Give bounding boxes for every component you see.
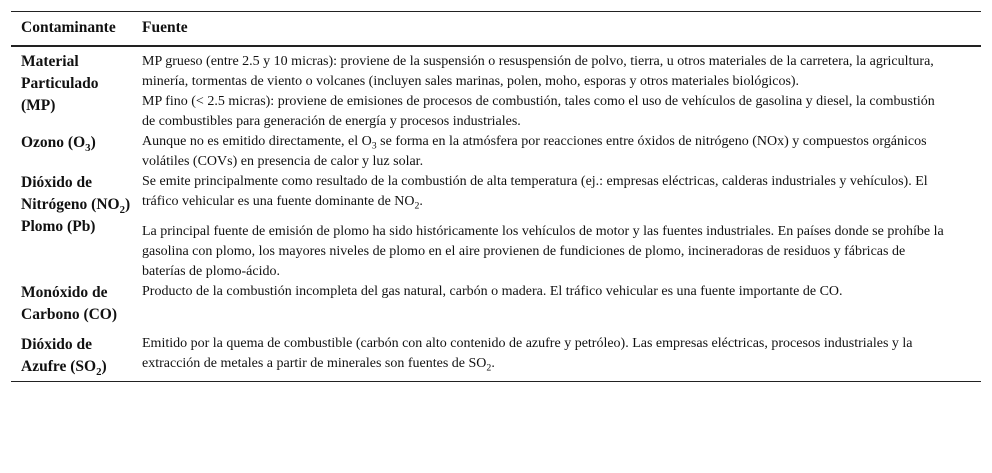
description-text: La principal fuente de emisión de plomo ha sido históricamente los vehículos de motor y las fuentes industriales. En países donde se prohíbe la gasolina con plomo, los mayores niveles de plomo en el aire provienen de fundiciones de plomo, incineradoras de residuos y fábricas de baterías de plomo-ácido.: [142, 224, 944, 279]
source-description: [132, 172, 981, 216]
fine-pm-text: MP fino (< 2.5 micras): proviene de emisiones de procesos de combustión, tales como el uso de vehículos de gasolina y diesel, la combustión de combustibles para generación de energía y procesos industriales.: [142, 94, 935, 129]
name-prefix: Dióxido de Azufre (SO: [21, 336, 97, 375]
table-row: [11, 216, 981, 282]
table-row: [11, 282, 981, 326]
name-prefix: Ozono (O: [21, 134, 86, 151]
pollutant-name-text: Material Particulado (MP): [21, 53, 99, 114]
table-header: [11, 12, 981, 47]
name-prefix: Dióxido de Nitrógeno (NO: [21, 174, 120, 213]
source-description: [132, 282, 981, 326]
name-suffix: ): [125, 196, 131, 213]
pollutants-table: [11, 11, 981, 382]
header-row: [11, 12, 981, 47]
coarse-pm-text: MP grueso (entre 2.5 y 10 micras): proviene de la suspensión o resuspensión de polvo, tierra, u otros materiales de la carretera, la agricultura, minería, tormentas de viento o volcanes (incluyen sales marinas, polen, moho, esporas y otros materiales biológicos).: [142, 54, 934, 89]
name-subscript: 2: [119, 203, 125, 216]
pollutant-name: [11, 282, 132, 326]
source-description: [132, 46, 981, 132]
desc-part-b: .: [419, 194, 423, 209]
desc-part-b: se forma en la atmósfera por reacciones entre óxidos de nitrógeno (NOx) y compuestos orgánicos volátiles (COVs) en presencia de calor y luz solar.: [142, 134, 927, 169]
pollutant-name: [11, 132, 132, 172]
description-text: Producto de la combustión incompleta del gas natural, carbón o madera. El tráfico vehicular es una fuente importante de CO.: [142, 284, 843, 299]
name-suffix: ): [101, 358, 107, 375]
table-row: [11, 132, 981, 172]
pollutant-name: [11, 216, 132, 282]
desc-part-b: .: [491, 356, 495, 371]
table-row: [11, 46, 981, 132]
header-fuente: Fuente: [132, 12, 981, 47]
desc-subscript: 2: [486, 362, 492, 374]
table-body: [11, 46, 981, 382]
desc-part-a: Emitido por la quema de combustible (carbón con alto contenido de azufre y petróleo). Las empresas eléctricas, procesos industriales y la extracción de metales a partir de minerales son fuentes de SO: [142, 336, 913, 371]
pollutant-name-text: Monóxido de Carbono (CO): [21, 284, 118, 323]
source-description: [132, 326, 981, 382]
pollutant-name-text: Plomo (Pb): [21, 218, 96, 235]
desc-subscript: 3: [371, 140, 377, 152]
name-subscript: 3: [85, 141, 91, 154]
table-row: [11, 172, 981, 216]
name-suffix: ): [90, 134, 96, 151]
desc-part-a: Aunque no es emitido directamente, el O: [142, 134, 372, 149]
pollutant-name: [11, 326, 132, 382]
source-description: [132, 216, 981, 282]
pollutant-name: [11, 172, 132, 216]
desc-subscript: 2: [414, 200, 420, 212]
desc-part-a: Se emite principalmente como resultado de la combustión de alta temperatura (ej.: empresas eléctricas, calderas industriales y vehículos). El tráfico vehicular es una fuente dominante de NO: [142, 174, 928, 209]
name-subscript: 2: [96, 365, 102, 378]
source-description: [132, 132, 981, 172]
header-contaminante: Contaminante: [11, 12, 132, 47]
pollutant-name: [11, 46, 132, 132]
table-row: [11, 326, 981, 382]
